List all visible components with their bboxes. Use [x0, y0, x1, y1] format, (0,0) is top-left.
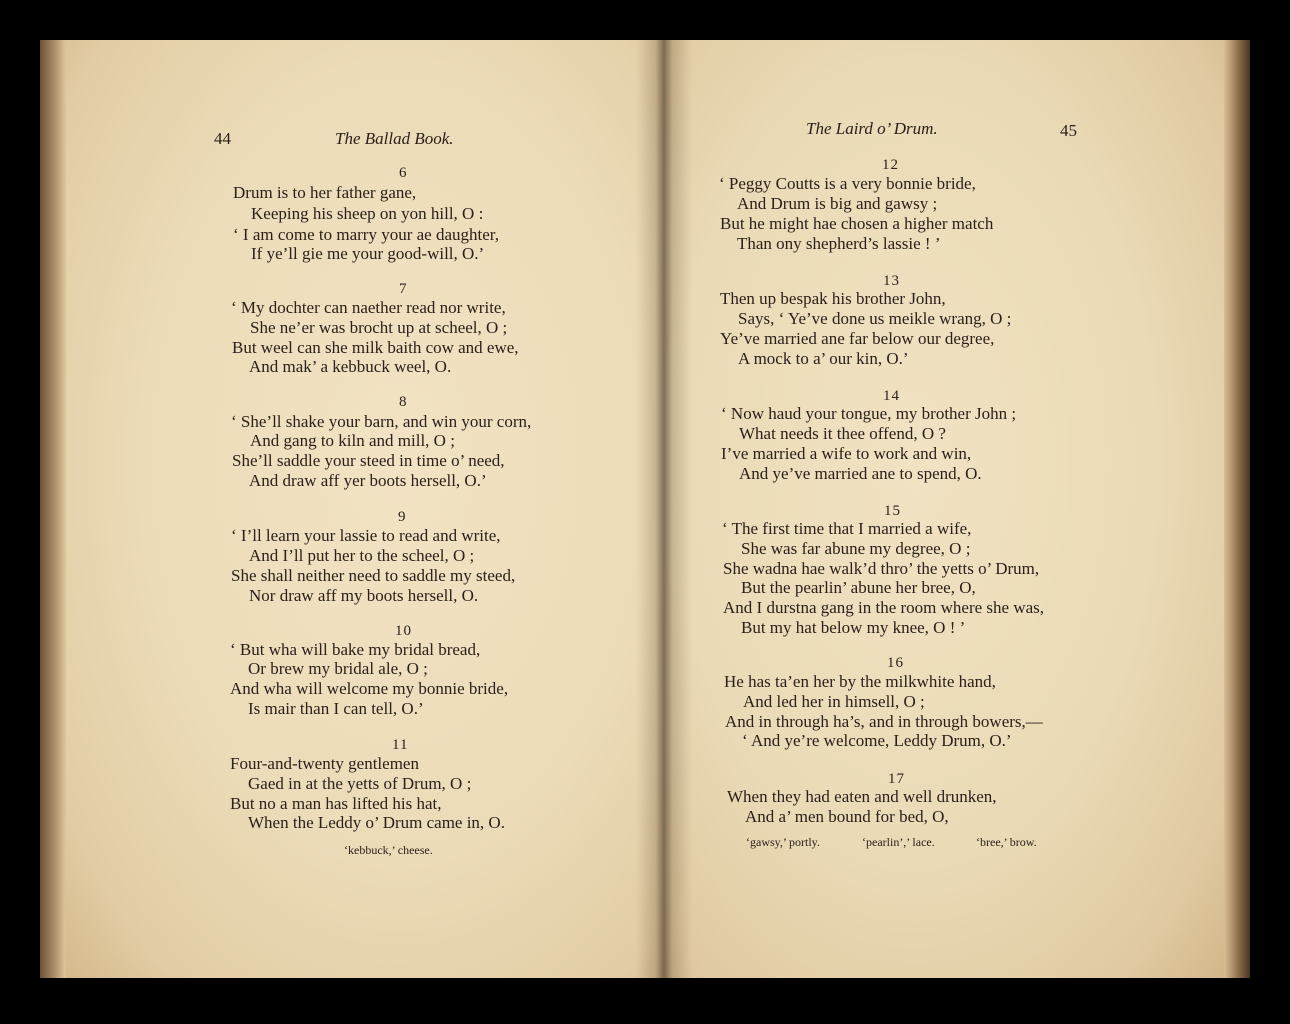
stanza-number: 15 — [884, 503, 901, 519]
verse-line: But my hat below my knee, O ! ’ — [741, 618, 966, 637]
verse-line: But no a man has lifted his hat, — [230, 794, 442, 813]
verse-line: She’ll saddle your steed in time o’ need, — [232, 451, 505, 470]
footnote: ‘bree,’ brow. — [976, 835, 1037, 849]
verse-line: And a’ men bound for bed, O, — [745, 807, 949, 826]
verse-line: When the Leddy o’ Drum came in, O. — [248, 813, 505, 832]
verse-line: Keeping his sheep on yon hill, O : — [251, 204, 484, 223]
page-number: 45 — [1060, 121, 1077, 140]
verse-line: ‘ The first time that I married a wife, — [722, 519, 972, 538]
footnote: ‘pearlin’,’ lace. — [862, 835, 935, 849]
stanza-number: 10 — [395, 623, 412, 639]
verse-line: ‘ She’ll shake your barn, and win your corn, — [231, 412, 532, 431]
verse-line: Is mair than I can tell, O.’ — [248, 699, 424, 718]
stanza-number: 13 — [883, 273, 900, 289]
verse-line: And Drum is big and gawsy ; — [737, 194, 938, 213]
stanza-number: 17 — [888, 771, 905, 787]
verse-line: Than ony shepherd’s lassie ! ’ — [737, 234, 941, 253]
verse-line: If ye’ll gie me your good-will, O.’ — [251, 244, 485, 263]
stanza-number: 6 — [399, 165, 408, 181]
verse-line: She wadna hae walk’d thro’ the yetts o’ Drum, — [723, 559, 1040, 578]
stanza-number: 8 — [399, 394, 408, 410]
running-title: The Laird o’ Drum. — [806, 119, 938, 138]
verse-line: And led her in himsell, O ; — [743, 692, 925, 711]
stanza-number: 9 — [398, 509, 407, 525]
verse-line: And wha will welcome my bonnie bride, — [230, 679, 509, 698]
book-gutter — [636, 40, 692, 978]
verse-line: ‘ Peggy Coutts is a very bonnie bride, — [719, 174, 976, 193]
verse-line: He has ta’en her by the milkwhite hand, — [724, 672, 996, 691]
footnote: ‘gawsy,’ portly. — [746, 835, 820, 849]
verse-line: When they had eaten and well drunken, — [727, 787, 997, 806]
verse-line: Ye’ve married ane far below our degree, — [720, 329, 995, 348]
verse-line: Drum is to her father gane, — [233, 183, 417, 202]
verse-line: And gang to kiln and mill, O ; — [250, 431, 455, 450]
verse-line: Four-and-twenty gentlemen — [230, 754, 419, 773]
stanza-number: 12 — [882, 157, 899, 173]
verse-line: ‘ And ye’re welcome, Leddy Drum, O.’ — [742, 731, 1012, 750]
page-number: 44 — [214, 129, 231, 148]
right-page-edges — [1222, 40, 1250, 978]
verse-line: And mak’ a kebbuck weel, O. — [249, 357, 452, 376]
stanza-number: 16 — [887, 655, 904, 671]
verse-line: Or brew my bridal ale, O ; — [248, 659, 428, 678]
verse-line: ‘ I’ll learn your lassie to read and write, — [231, 526, 501, 545]
verse-line: And I durstna gang in the room where she was, — [723, 598, 1045, 617]
verse-line: And I’ll put her to the scheel, O ; — [249, 546, 475, 565]
verse-line: ‘ But wha will bake my bridal bread, — [230, 640, 481, 659]
verse-line: And ye’ve married ane to spend, O. — [739, 464, 982, 483]
verse-line: ‘ Now haud your tongue, my brother John ; — [721, 404, 1017, 423]
open-book — [40, 40, 1250, 978]
left-page — [66, 40, 668, 978]
verse-line: But he might hae chosen a higher match — [720, 214, 994, 233]
stanza-number: 11 — [392, 737, 409, 753]
verse-line: She shall neither need to saddle my steed, — [231, 566, 516, 585]
stanza-number: 7 — [399, 281, 408, 297]
verse-line: Then up bespak his brother John, — [720, 289, 946, 308]
stanza-number: 14 — [883, 388, 900, 404]
verse-line: She was far abune my degree, O ; — [741, 539, 971, 558]
verse-line: A mock to a’ our kin, O.’ — [738, 349, 909, 368]
verse-line: She ne’er was brocht up at scheel, O ; — [250, 318, 508, 337]
verse-line: And in through ha’s, and in through bowers,— — [725, 712, 1043, 731]
verse-line: But the pearlin’ abune her bree, O, — [741, 578, 976, 597]
verse-line: I’ve married a wife to work and win, — [721, 444, 972, 463]
verse-line: But weel can she milk baith cow and ewe, — [232, 338, 519, 357]
running-title: The Ballad Book. — [335, 129, 454, 148]
verse-line: What needs it thee offend, O ? — [739, 424, 946, 443]
footnote: ‘kebbuck,’ cheese. — [344, 843, 433, 857]
verse-line: ‘ I am come to marry your ae daughter, — [233, 225, 500, 244]
verse-line: ‘ My dochter can naether read nor write, — [231, 298, 506, 317]
verse-line: Gaed in at the yetts of Drum, O ; — [248, 774, 472, 793]
verse-line: Says, ‘ Ye’ve done us meikle wrang, O ; — [738, 309, 1012, 328]
verse-line: And draw aff yer boots hersell, O.’ — [249, 471, 487, 490]
verse-line: Nor draw aff my boots hersell, O. — [249, 586, 479, 605]
